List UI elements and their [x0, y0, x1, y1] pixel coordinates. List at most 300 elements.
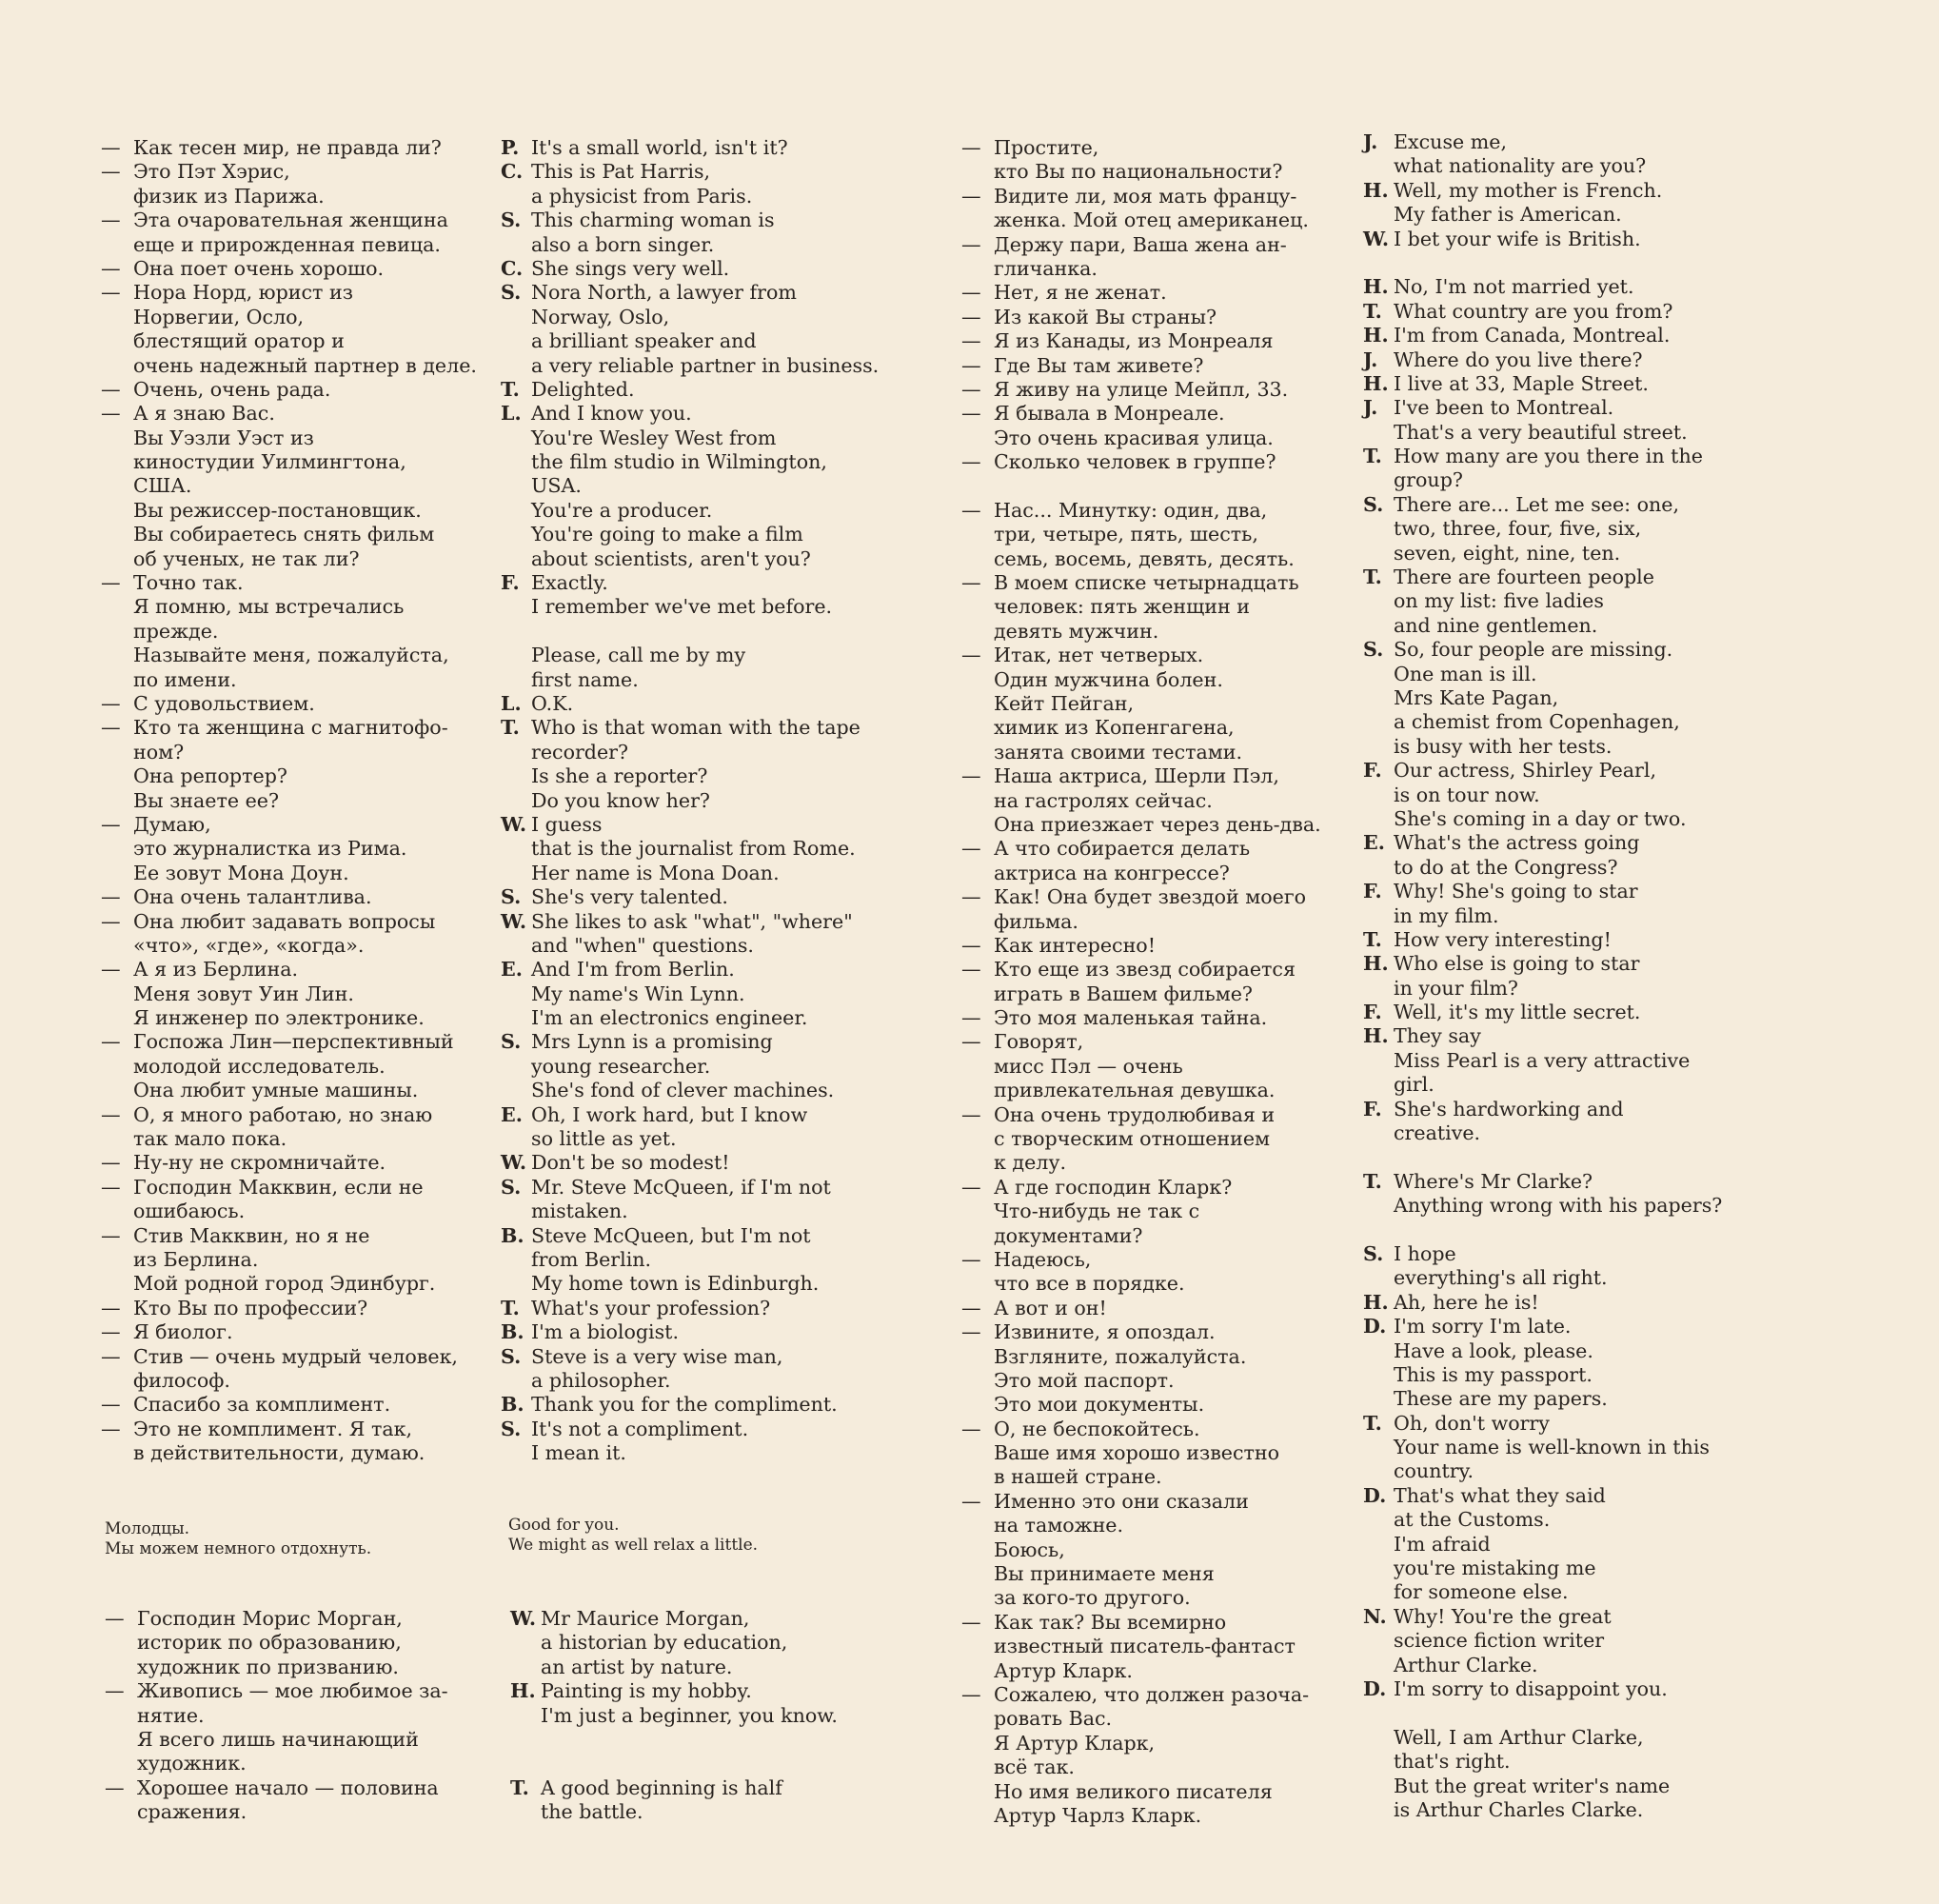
dialogue-line	[961, 257, 1321, 281]
speaker-initial: S.	[1363, 638, 1384, 662]
line-text: О, не беспокойтесь.	[994, 1417, 1200, 1440]
line-text: That's a very beautiful street.	[1394, 420, 1688, 444]
dialogue-line	[961, 620, 1321, 644]
line-text: на таможне.	[994, 1514, 1124, 1537]
dialogue-line	[961, 354, 1321, 378]
line-text: Простите,	[994, 136, 1099, 159]
dialogue-line	[105, 1607, 448, 1631]
dialogue-line	[510, 1656, 838, 1679]
dialogue-line	[961, 1780, 1321, 1804]
speaker-initial: H.	[1363, 1024, 1389, 1048]
dialogue-line	[1363, 251, 1722, 275]
speaker-initial: D.	[1363, 1315, 1387, 1339]
line-text: I'm sorry I'm late.	[1394, 1315, 1572, 1339]
line-text: С удовольствием.	[133, 691, 315, 715]
dialogue-line	[1363, 203, 1722, 227]
line-dash: —	[101, 1320, 121, 1344]
speaker-initial: W.	[510, 1607, 537, 1630]
dialogue-line	[101, 1272, 477, 1296]
dialogue-line	[1363, 1145, 1722, 1169]
line-text: Живопись — мое любимое за-	[137, 1679, 448, 1703]
line-text: No, I'm not married yet.	[1394, 275, 1634, 299]
speaker-initial: D.	[1363, 1677, 1387, 1700]
line-text: Well, it's my little secret.	[1394, 1001, 1641, 1024]
dialogue-line	[501, 136, 879, 160]
dialogue-line	[1363, 468, 1722, 492]
line-text: Вы принимаете меня	[994, 1562, 1215, 1586]
line-text: And I know you.	[531, 402, 692, 426]
line-text: on my list: five ladies	[1394, 589, 1604, 613]
line-text: ошибаюсь.	[133, 1200, 246, 1223]
dialogue-line	[101, 257, 477, 281]
line-text: about scientists, aren't you?	[531, 546, 811, 570]
speaker-initial: W.	[1363, 227, 1390, 250]
dialogue-line	[510, 1800, 838, 1824]
dialogue-line	[1363, 1024, 1722, 1048]
line-text: Думаю,	[133, 812, 211, 836]
line-text: Держу пари, Ваша жена ан-	[994, 232, 1287, 256]
line-text: нятие.	[137, 1703, 205, 1727]
dialogue-line	[961, 910, 1321, 934]
dialogue-line	[101, 764, 477, 788]
dialogue-line	[961, 1103, 1321, 1127]
line-text: Well, I am Arthur Clarke,	[1394, 1725, 1644, 1749]
line-dash: —	[961, 571, 981, 595]
line-dash: —	[101, 1175, 121, 1199]
dialogue-line	[501, 402, 879, 426]
line-text: Я живу на улице Мейпл, 33.	[994, 377, 1289, 401]
dialogue-line	[961, 595, 1321, 619]
line-text: I bet your wife is British.	[1394, 227, 1641, 250]
dialogue-line	[961, 1320, 1321, 1344]
dialogue-line	[501, 1151, 879, 1175]
line-text: еще и прирожденная певица.	[133, 232, 441, 256]
line-text: Спасибо за комплимент.	[133, 1393, 391, 1417]
dialogue-line	[101, 1345, 477, 1369]
dialogue-line	[1363, 421, 1722, 445]
line-dash: —	[961, 377, 981, 401]
dialogue-line	[1363, 1580, 1722, 1604]
line-text: in my film.	[1394, 903, 1499, 927]
line-text: I'm from Canada, Montreal.	[1394, 324, 1671, 347]
dialogue-line	[961, 885, 1321, 909]
line-text: Она поет очень хорошо.	[133, 256, 385, 280]
speaker-initial: T.	[1363, 565, 1382, 589]
line-text: These are my papers.	[1394, 1387, 1608, 1411]
dialogue-line	[510, 1704, 838, 1728]
dialogue-line	[1363, 614, 1722, 638]
line-text: Она очень талантлива.	[133, 885, 372, 909]
dialogue-line	[501, 1272, 879, 1296]
dialogue-line	[1363, 735, 1722, 759]
dialogue-line	[501, 837, 879, 861]
line-text: I mean it.	[531, 1441, 626, 1465]
dialogue-line	[105, 1656, 448, 1679]
line-text: a physicist from Paris.	[531, 184, 753, 208]
dialogue-line	[961, 571, 1321, 595]
dialogue-line	[501, 1393, 879, 1417]
line-text: That's what they said	[1394, 1483, 1606, 1507]
dialogue-line	[961, 474, 1321, 498]
dialogue-line	[1363, 1508, 1722, 1532]
line-dash: —	[961, 837, 981, 861]
dialogue-line	[1363, 348, 1722, 372]
note-line: Мы можем немного отдохнуть.	[105, 1539, 372, 1558]
dialogue-line	[101, 474, 477, 498]
dialogue-line	[961, 378, 1321, 402]
line-dash: —	[961, 402, 981, 426]
line-text: Why! She's going to star	[1394, 880, 1638, 903]
dialogue-line	[1363, 831, 1722, 855]
line-dash: —	[101, 256, 121, 280]
dialogue-line	[1363, 783, 1722, 807]
speaker-initial: H.	[510, 1679, 536, 1703]
line-text: Where do you live there?	[1394, 347, 1643, 371]
column-russian-1-tail	[105, 1607, 448, 1825]
dialogue-line	[1363, 807, 1722, 831]
dialogue-line	[1363, 154, 1722, 178]
dialogue-line	[101, 1079, 477, 1102]
line-text: Mrs Lynn is a promising	[531, 1030, 773, 1054]
line-text: Her name is Mona Doan.	[531, 861, 780, 884]
dialogue-line	[501, 1441, 879, 1465]
speaker-initial: C.	[501, 256, 524, 280]
dialogue-line	[1363, 710, 1722, 734]
line-text: a chemist from Copenhagen,	[1394, 710, 1680, 734]
dialogue-line	[1363, 1459, 1722, 1483]
line-text: How very interesting!	[1394, 927, 1612, 951]
line-text: Нора Норд, юрист из	[133, 281, 353, 305]
dialogue-line	[1363, 1242, 1722, 1266]
line-text: Я инженер по электронике.	[133, 1006, 425, 1030]
dialogue-line	[105, 1704, 448, 1728]
line-text: по имени.	[133, 667, 237, 691]
line-text: занята своими тестами.	[994, 740, 1243, 764]
dialogue-line	[961, 523, 1321, 546]
dialogue-line	[101, 595, 477, 619]
speaker-initial: W.	[501, 1151, 527, 1175]
dialogue-line	[101, 934, 477, 958]
dialogue-line	[961, 668, 1321, 692]
dialogue-line	[961, 982, 1321, 1006]
speaker-initial: J.	[1363, 396, 1378, 420]
dialogue-line	[961, 233, 1321, 257]
line-dash: —	[101, 571, 121, 595]
speaker-initial: L.	[501, 402, 522, 426]
line-text: She's very talented.	[531, 885, 728, 909]
dialogue-line	[1363, 1339, 1722, 1363]
line-text: Это не комплимент. Я так,	[133, 1417, 413, 1440]
speaker-initial: T.	[1363, 1169, 1382, 1193]
dialogue-line	[501, 160, 879, 184]
dialogue-line	[101, 1224, 477, 1248]
line-text: Кто Вы по профессии?	[133, 1296, 368, 1319]
line-text: Взгляните, пожалуйста.	[994, 1344, 1247, 1368]
dialogue-line	[1363, 928, 1722, 952]
dialogue-line	[1363, 1387, 1722, 1411]
speaker-initial: F.	[1363, 880, 1382, 903]
dialogue-line	[101, 1248, 477, 1272]
dialogue-line	[961, 306, 1321, 329]
dialogue-line	[501, 1103, 879, 1127]
line-text: What's your profession?	[531, 1296, 771, 1319]
line-dash: —	[961, 329, 981, 353]
line-dash: —	[961, 1489, 981, 1513]
line-text: Where's Mr Clarke?	[1394, 1169, 1593, 1193]
line-text: прежде.	[133, 619, 219, 643]
dialogue-line	[501, 1297, 879, 1320]
dialogue-line	[961, 1248, 1321, 1272]
line-text: Steve McQueen, but I'm not	[531, 1223, 811, 1247]
dialogue-line	[101, 1297, 477, 1320]
line-text: ровать Вас.	[994, 1707, 1113, 1731]
line-text: How many are you there in the	[1394, 445, 1703, 468]
line-text: Стив — очень мудрый человек,	[133, 1344, 458, 1368]
speaker-initial: E.	[501, 1102, 523, 1126]
line-text: Mr. Steve McQueen, if I'm not	[531, 1175, 831, 1199]
line-text: My name's Win Lynn.	[531, 982, 745, 1005]
dialogue-line	[101, 692, 477, 716]
line-text: to do at the Congress?	[1394, 855, 1618, 879]
dialogue-line	[1363, 1557, 1722, 1580]
column-english-1-tail	[510, 1607, 838, 1825]
speaker-initial: P.	[501, 136, 520, 159]
line-text: This charming woman is	[531, 208, 775, 232]
line-text: Кто еще из звезд собирается	[994, 958, 1296, 982]
speaker-initial: H.	[1363, 1290, 1389, 1314]
dialogue-line	[1363, 1049, 1722, 1073]
line-text: group?	[1394, 468, 1463, 492]
line-text: everything's all right.	[1394, 1266, 1608, 1290]
line-text: Как тесен мир, не правда ли?	[133, 136, 442, 159]
line-dash: —	[101, 812, 121, 836]
line-text: you're mistaking me	[1394, 1557, 1596, 1580]
dialogue-line	[501, 233, 879, 257]
dialogue-line	[101, 620, 477, 644]
line-text: Don't be so modest!	[531, 1151, 730, 1175]
line-text: that's right.	[1394, 1750, 1511, 1774]
line-text: Очень, очень рада.	[133, 377, 331, 401]
dialogue-line	[1363, 324, 1722, 347]
line-text: Delighted.	[531, 377, 635, 401]
line-text: Это моя маленькая тайна.	[994, 1006, 1268, 1030]
speaker-initial: D.	[1363, 1483, 1387, 1507]
speaker-initial: N.	[1363, 1604, 1387, 1628]
dialogue-line	[501, 1418, 879, 1441]
line-text: Вы знаете ее?	[133, 788, 280, 812]
dialogue-line	[961, 1732, 1321, 1755]
dialogue-line	[501, 1176, 879, 1200]
dialogue-line	[501, 716, 879, 740]
line-text: на гастролях сейчас.	[994, 788, 1213, 812]
line-text: привлекательная девушка.	[994, 1079, 1276, 1102]
line-text: Я помню, мы встречались	[133, 595, 405, 619]
dialogue-line	[1363, 517, 1722, 541]
dialogue-line	[1363, 1654, 1722, 1677]
line-text: Один мужчина болен.	[994, 667, 1223, 691]
line-text: Nora North, a lawyer from	[531, 281, 797, 305]
line-text: Из какой Вы страны?	[994, 305, 1217, 328]
line-text: I remember we've met before.	[531, 595, 833, 619]
dialogue-line	[101, 789, 477, 813]
speaker-initial: H.	[1363, 324, 1389, 347]
dialogue-line	[1363, 1629, 1722, 1653]
dialogue-line	[961, 1418, 1321, 1441]
dialogue-line	[101, 1055, 477, 1079]
line-dash: —	[101, 909, 121, 933]
line-dash: —	[961, 353, 981, 377]
line-dash: —	[961, 232, 981, 256]
dialogue-line	[501, 644, 879, 667]
dialogue-line	[105, 1728, 448, 1752]
dialogue-line	[101, 716, 477, 740]
line-text: художник.	[137, 1752, 247, 1775]
line-text: the film studio in Wilmington,	[531, 450, 827, 474]
dialogue-line	[101, 1320, 477, 1344]
line-text: художник по призванию.	[137, 1655, 399, 1678]
dialogue-line	[961, 1030, 1321, 1054]
dialogue-line	[961, 934, 1321, 958]
line-text: She sings very well.	[531, 256, 730, 280]
line-text: в нашей стране.	[994, 1465, 1162, 1489]
dialogue-line	[501, 1079, 879, 1102]
dialogue-line	[961, 1200, 1321, 1223]
dialogue-line	[961, 136, 1321, 160]
line-text: in your film?	[1394, 976, 1518, 1000]
line-text: Сколько человек в группе?	[994, 450, 1276, 474]
line-text: Ну-ну не скромничайте.	[133, 1151, 386, 1175]
line-text: two, three, four, five, six,	[1394, 517, 1642, 541]
line-text: А я из Берлина.	[133, 958, 299, 982]
line-text: Have a look, please.	[1394, 1339, 1593, 1362]
dialogue-line	[1363, 1701, 1722, 1725]
dialogue-line	[961, 1345, 1321, 1369]
dialogue-line	[101, 281, 477, 305]
dialogue-line	[101, 378, 477, 402]
dialogue-line	[501, 982, 879, 1006]
dialogue-line	[961, 1224, 1321, 1248]
line-text: It's not a compliment.	[531, 1417, 749, 1440]
dialogue-line	[1363, 1170, 1722, 1194]
line-text: Стив Макквин, но я не	[133, 1223, 370, 1247]
column-russian-1	[101, 136, 477, 1465]
line-dash: —	[105, 1607, 125, 1630]
line-text: girl.	[1394, 1073, 1434, 1097]
dialogue-line	[101, 1441, 477, 1465]
dialogue-line	[961, 1683, 1321, 1707]
line-text: А вот и он!	[994, 1296, 1107, 1319]
line-text: Нас... Минутку: один, два,	[994, 498, 1268, 522]
line-text: очень надежный партнер в деле.	[133, 353, 477, 377]
dialogue-line	[501, 885, 879, 909]
line-text: Why! You're the great	[1394, 1604, 1612, 1628]
line-dash: —	[961, 281, 981, 305]
line-text: Как так? Вы всемирно	[994, 1610, 1227, 1634]
dialogue-line	[501, 426, 879, 450]
line-dash: —	[101, 1296, 121, 1319]
line-text: три, четыре, пять, шесть,	[994, 523, 1258, 546]
line-text: Итак, нет четверых.	[994, 644, 1204, 667]
line-text: Our actress, Shirley Pearl,	[1394, 759, 1657, 783]
line-text: One man is ill.	[1394, 662, 1537, 685]
line-text: Боюсь,	[994, 1537, 1065, 1561]
column-english-1	[501, 136, 879, 1465]
line-dash: —	[961, 764, 981, 788]
line-text: Меня зовут Уин Лин.	[133, 982, 354, 1005]
dialogue-line	[1363, 1798, 1722, 1822]
line-text: I'm a biologist.	[531, 1320, 680, 1344]
line-text: фильма.	[994, 909, 1078, 933]
dialogue-line	[961, 789, 1321, 813]
line-text: creative.	[1394, 1121, 1481, 1145]
dialogue-line	[501, 668, 879, 692]
line-text: известный писатель-фантаст	[994, 1635, 1296, 1658]
note-russian	[105, 1519, 371, 1559]
line-text: человек: пять женщин и	[994, 595, 1251, 619]
dialogue-line	[501, 1248, 879, 1272]
line-dash: —	[101, 1344, 121, 1368]
speaker-initial: E.	[501, 958, 523, 982]
dialogue-line	[1363, 759, 1722, 783]
line-dash: —	[101, 377, 121, 401]
line-text: is busy with her tests.	[1394, 734, 1613, 758]
speaker-initial: T.	[501, 716, 520, 740]
line-text: I'm sorry to disappoint you.	[1394, 1677, 1668, 1700]
line-text: Кто та женщина с магнитофо-	[133, 716, 448, 740]
line-dash: —	[961, 136, 981, 159]
line-text: I live at 33, Maple Street.	[1394, 371, 1649, 395]
line-dash: —	[961, 1175, 981, 1199]
line-dash: —	[961, 305, 981, 328]
speaker-initial: S.	[501, 281, 522, 305]
dialogue-line	[961, 692, 1321, 716]
dialogue-line	[1363, 880, 1722, 903]
dialogue-line	[1363, 1073, 1722, 1097]
speaker-initial: S.	[1363, 492, 1384, 516]
line-text: Я биолог.	[133, 1320, 233, 1344]
dialogue-line	[105, 1776, 448, 1800]
dialogue-line	[1363, 1726, 1722, 1750]
line-text: Видите ли, моя мать францу-	[994, 184, 1297, 208]
dialogue-line	[1363, 1412, 1722, 1436]
dialogue-line	[1363, 1194, 1722, 1218]
dialogue-line	[1363, 1436, 1722, 1459]
line-dash: —	[961, 1030, 981, 1054]
line-text: My home town is Edinburgh.	[531, 1272, 820, 1296]
line-text: Norway, Oslo,	[531, 305, 670, 328]
line-text: Я всего лишь начинающий	[137, 1727, 419, 1751]
line-text: Arthur Clarke.	[1394, 1653, 1538, 1676]
line-text: You're Wesley West from	[531, 426, 777, 449]
dialogue-line	[501, 813, 879, 837]
dialogue-line	[101, 885, 477, 909]
dialogue-line	[501, 474, 879, 498]
dialogue-line	[961, 716, 1321, 740]
dialogue-line	[101, 862, 477, 885]
line-dash: —	[961, 1247, 981, 1271]
dialogue-line	[101, 982, 477, 1006]
line-text: But the great writer's name	[1394, 1774, 1671, 1797]
line-dash: —	[101, 1151, 121, 1175]
dialogue-line	[510, 1776, 838, 1800]
dialogue-line	[1363, 1315, 1722, 1339]
dialogue-line	[961, 1804, 1321, 1828]
column-english-2	[1363, 130, 1722, 1822]
line-dash: —	[101, 1223, 121, 1247]
line-text: А что собирается делать	[994, 837, 1251, 861]
line-dash: —	[101, 1393, 121, 1417]
dialogue-line	[961, 1707, 1321, 1731]
